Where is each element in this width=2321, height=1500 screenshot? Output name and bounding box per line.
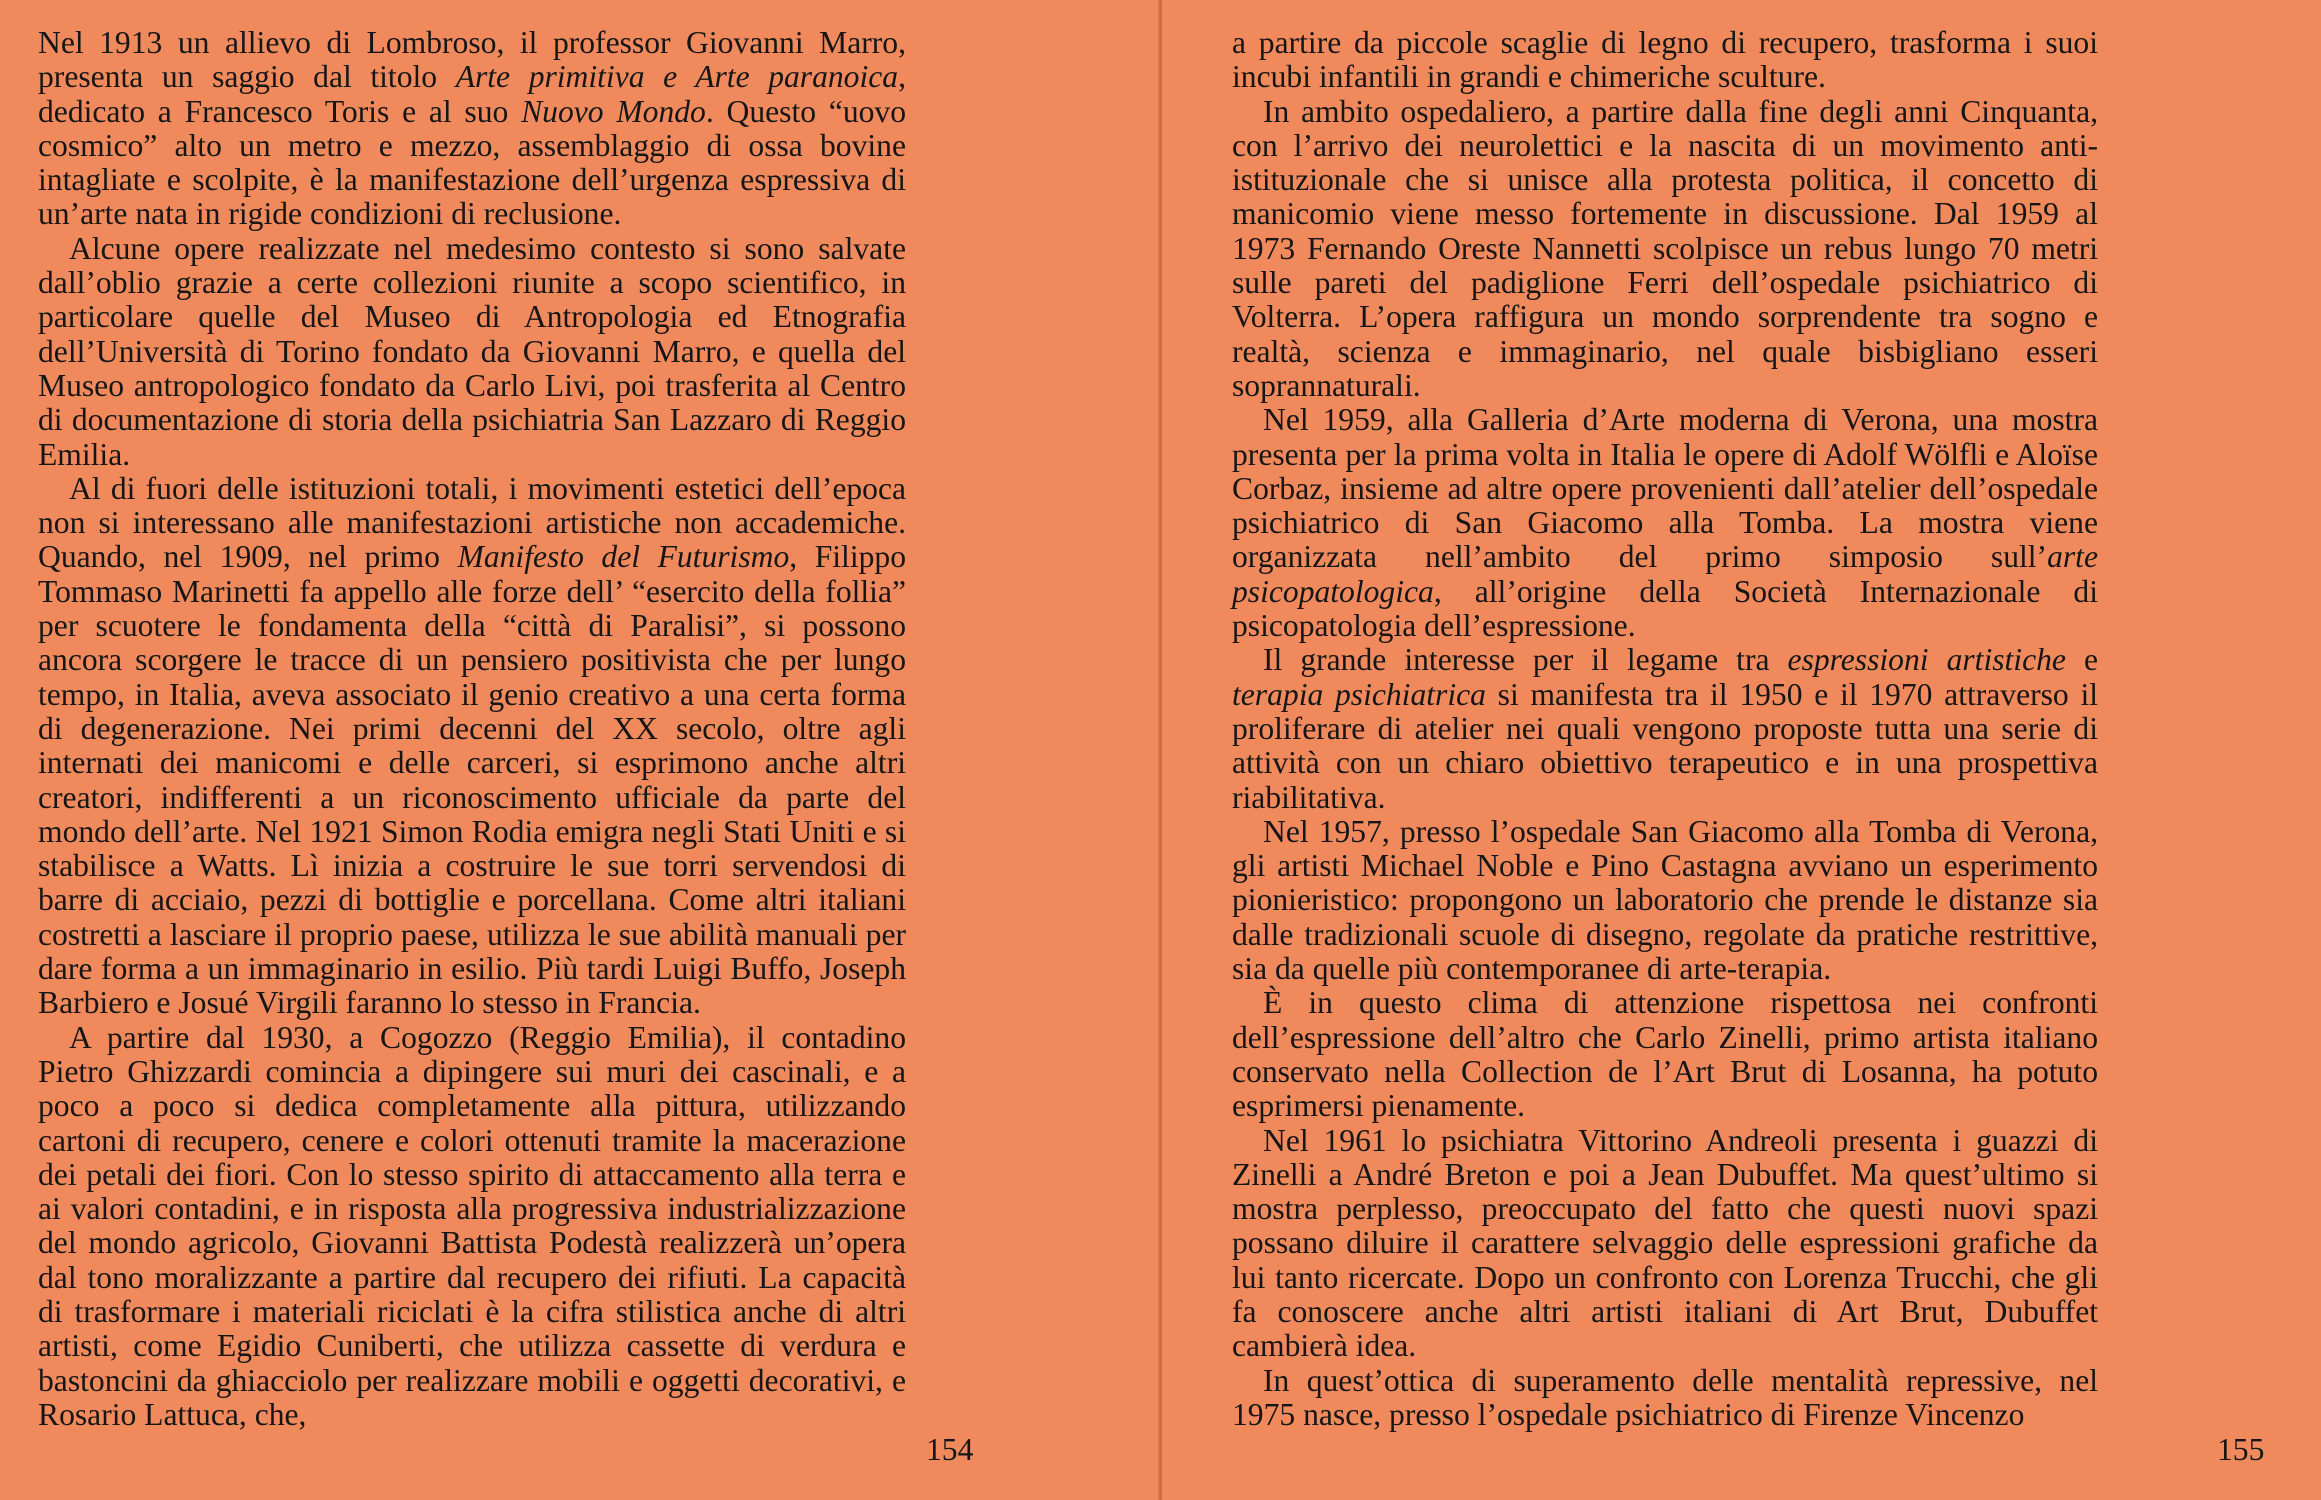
page-number: 155 [2217, 1432, 2265, 1467]
paragraph: È in questo clima di attenzione rispettosa nei confronti dell’espressione dell’altro che Carlo Zinelli, primo artista italiano conservato nella Collection de l’Art Brut di Losanna, ha potuto esprimersi pienamente. [1232, 985, 2098, 1124]
paragraph: Nel 1961 lo psichiatra Vittorino Andreoli presenta i guazzi di Zinelli a André Breton e poi a Jean Dubuffet. Ma quest’ultimo si mostra perplesso, preoccupato del fatto che questi nuovi spazi possano diluire il carattere selvaggio delle espressioni grafiche da lui tanto ricercate. Dopo un confronto con Lorenza Trucchi, che gli fa conoscere anche altri artisti italiani di Art Brut, Dubuffet cambierà idea. [1232, 1122, 2098, 1364]
page-number: 154 [926, 1432, 974, 1467]
left-page [0, 0, 1160, 1500]
paragraph: In ambito ospedaliero, a partire dalla fine degli anni Cinquanta, con l’arrivo dei neurolettici e la nascita di un movimento anti-istituzionale che si unisce alla protesta politica, il concetto di manicomio viene messo fortemente in discussione. Dal 1959 al 1973 Fernando Oreste Nannetti scolpisce un rebus lungo 70 metri sulle pareti del padiglione Ferri dell’ospedale psichiatrico di Volterra. L’opera raffigura un mondo sorprendente tra sogno e realtà, scienza e immaginario, nel quale bisbigliano esseri soprannaturali. [1232, 93, 2098, 403]
paragraph: A partire dal 1930, a Cogozzo (Reggio Emilia), il contadino Pietro Ghizzardi comincia a dipingere sui muri dei cascinali, e a poco a poco si dedica completamente alla pittura, utilizzando cartoni di recupero, cenere e colori ottenuti tramite la macerazione dei petali dei fiori. Con lo stesso spirito di attaccamento alla terra e ai valori contadini, e in risposta alla progressiva industrializzazione del mondo agricolo, Giovanni Battista Podestà realizzerà un’opera dal tono moralizzante a partire dal recupero dei rifiuti. La capacità di trasformare i materiali riciclati è la cifra stilistica anche di altri artisti, come Egidio Cuniberti, che utilizza cassette di verdura e bastoncini da ghiacciolo per realizzare mobili e oggetti decorativi, e Rosario Lattuca, che, [38, 1019, 906, 1432]
right-body-text [1232, 26, 2098, 1432]
paragraph: Nel 1959, alla Galleria d’Arte moderna di Verona, una mostra presenta per la prima volta in Italia le opere di Adolf Wölfli e Aloïse Corbaz, insieme ad altre opere provenienti dall’atelier dell’ospedale psichiatrico di San Giacomo alla Tomba. La mostra viene organizzata nell’ambito del primo simposio sull’arte psicopatologica, all’origine della Società Internazionale di psicopatologia dell’espressione. [1232, 402, 2098, 644]
paragraph: Nel 1913 un allievo di Lombroso, il professor Giovanni Marro, presenta un saggio dal titolo Arte primitiva e Arte paranoica, dedicato a Francesco Toris e al suo Nuovo Mondo. Questo “uovo cosmico” alto un metro e mezzo, assemblaggio di ossa bovine intagliate e scolpite, è la manifestazione dell’urgenza espressiva di un’arte nata in rigide condizioni di reclusione. [38, 25, 907, 232]
italic-text: Arte primitiva e Arte paranoica [455, 59, 899, 95]
left-body-text [38, 26, 906, 1432]
italic-text: Nuovo Mondo [521, 93, 706, 129]
paragraph: In quest’ottica di superamento delle mentalità repressive, nel 1975 nasce, presso l’ospedale psichiatrico di Firenze Vincenzo [1232, 1362, 2098, 1432]
paragraph: Al di fuori delle istituzioni totali, i movimenti estetici dell’epoca non si interessano alle manifestazioni artistiche non accademiche. Quando, nel 1909, nel primo Manifesto del Futurismo, Filippo Tommaso Marinetti fa appello alle forze dell’ “esercito della follia” per scuotere le fondamenta della “città di Paralisi”, si possono ancora scorgere le tracce di un pensiero positivista che per lungo tempo, in Italia, aveva associato il genio creativo a una certa forma di degenerazione. Nei primi decenni del XX secolo, oltre agli internati dei manicomi e delle carceri, si esprimono anche altri creatori, indifferenti a un riconoscimento ufficiale da parte del mondo dell’arte. Nel 1921 Simon Rodia emigra negli Stati Uniti e si stabilisce a Watts. Lì inizia a costruire le sue torri servendosi di barre di acciaio, pezzi di bottiglie e porcellana. Come altri italiani costretti a lasciare il proprio paese, utilizza le sue abilità manuali per dare forma a un immaginario in esilio. Più tardi Luigi Buffo, Joseph Barbiero e Josué Virgili faranno lo stesso in Francia. [38, 470, 907, 1021]
paragraph: Nel 1957, presso l’ospedale San Giacomo alla Tomba di Verona, gli artisti Michael Noble e Pino Castagna avviano un esperimento pionieristico: propongono un laboratorio che prende le distanze sia dalle tradizionali scuole di disegno, regolate da pratiche restrittive, sia da quelle più contemporanee di arte-terapia. [1232, 813, 2098, 987]
paragraph: a partire da piccole scaglie di legno di recupero, trasforma i suoi incubi infantili in grandi e chimeriche sculture. [1232, 25, 2098, 95]
italic-text: arte psicopatologica [1232, 539, 2098, 609]
paragraph: Il grande interesse per il legame tra espressioni artistiche e terapia psichiatrica si manifesta tra il 1950 e il 1970 attraverso il proliferare di atelier nei quali vengono proposte tutta una serie di attività con un chiaro obiettivo terapeutico e in una prospettiva riabilitativa. [1232, 642, 2099, 815]
italic-text: terapia psichiatrica [1232, 676, 1486, 712]
italic-text: espressioni artistiche [1787, 642, 2066, 678]
paragraph: Alcune opere realizzate nel medesimo contesto si sono salvate dall’oblio grazie a certe collezioni riunite a scopo scientifico, in particolare quelle del Museo di Antropologia ed Etnografia dell’Università di Torino fondato da Giovanni Marro, e quella del Museo antropologico fondato da Carlo Livi, poi trasferita al Centro di documentazione di storia della psichiatria San Lazzaro di Reggio Emilia. [38, 230, 906, 472]
right-page [1162, 0, 2321, 1500]
italic-text: Manifesto del Futurismo [457, 539, 790, 575]
